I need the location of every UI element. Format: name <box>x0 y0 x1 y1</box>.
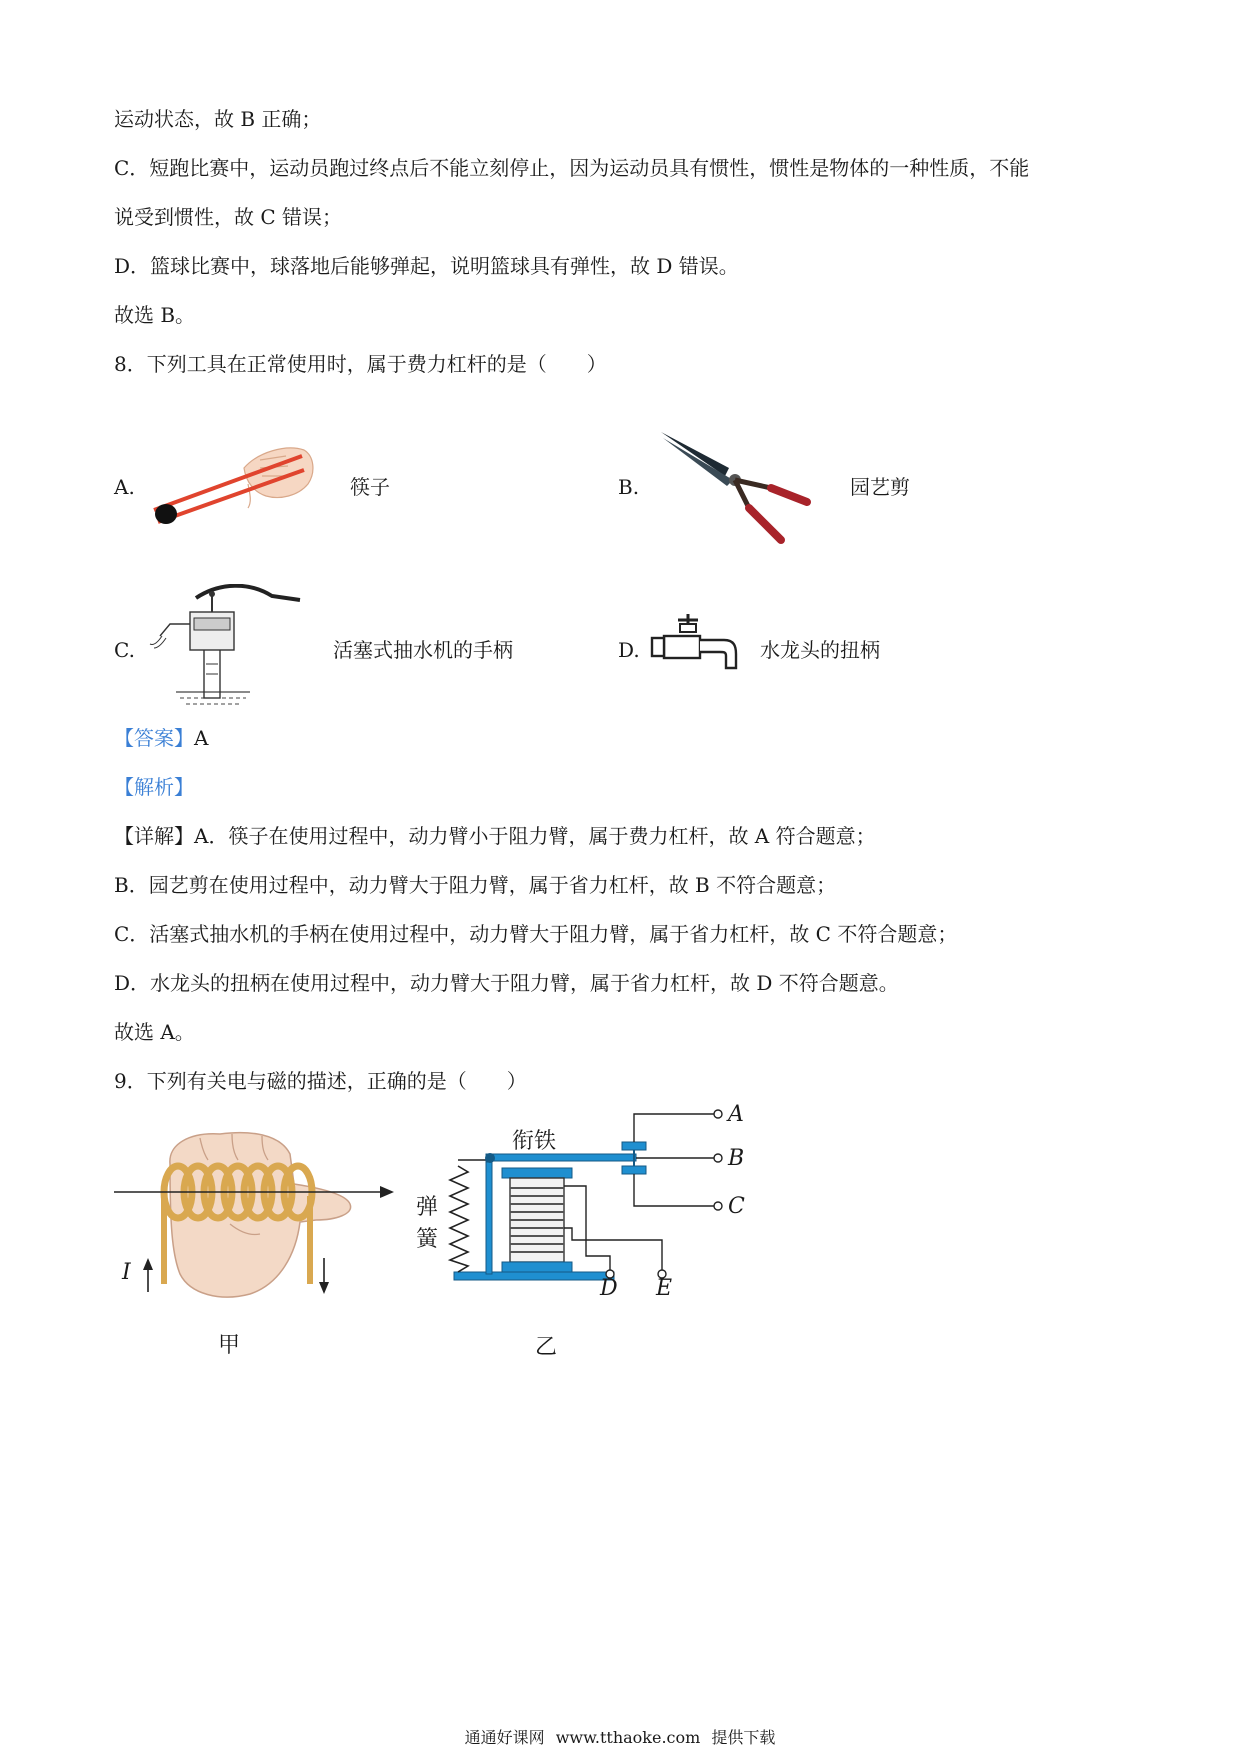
terminal-e-label: E <box>656 1276 673 1301</box>
text-line: 说受到惯性，故 C 错误； <box>114 205 343 229</box>
option-d-letter: D. <box>618 638 640 662</box>
current-label: I <box>122 1260 131 1285</box>
right-hand-coil-icon <box>110 1124 400 1304</box>
answer-line <box>114 725 208 751</box>
option-d-label: 水龙头的扭柄 <box>760 638 880 662</box>
chopsticks-icon <box>148 438 318 532</box>
question-9-stem: 9．下列有关电与磁的描述，正确的是（ ） <box>114 1069 527 1093</box>
text-line: C．短跑比赛中，运动员跑过终点后不能立刻停止，因为运动员具有惯性，惯性是物体的一种性质，不能 <box>114 156 1030 180</box>
footer-note: 提供下载 <box>711 1728 776 1747</box>
option-a-label: 筷子 <box>350 475 390 499</box>
garden-shears-icon <box>655 428 815 546</box>
answer-value: A <box>194 726 209 750</box>
relay-diagram-icon <box>440 1104 760 1304</box>
option-a-letter: A. <box>114 475 135 499</box>
option-b-label: 园艺剪 <box>850 475 910 499</box>
terminal-c-label: C <box>728 1194 745 1219</box>
question-8-stem: 8．下列工具在正常使用时，属于费力杠杆的是（ ） <box>114 352 607 376</box>
text-line: D．篮球比赛中，球落地后能够弹起，说明篮球具有弹性，故 D 错误。 <box>114 254 739 278</box>
option-c-label: 活塞式抽水机的手柄 <box>333 638 513 662</box>
spring-label-2: 簧 <box>416 1227 439 1252</box>
terminal-d-label: D <box>600 1276 618 1301</box>
footer-site-name: 通通好课网 <box>464 1728 545 1747</box>
detail-c: C．活塞式抽水机的手柄在使用过程中，动力臂大于阻力臂，属于省力杠杆，故 C 不符合题意； <box>114 922 958 946</box>
option-c-letter: C. <box>114 638 135 662</box>
conclusion-line: 故选 B。 <box>114 303 196 327</box>
figure-jia-caption: 甲 <box>218 1333 241 1358</box>
armature-label: 衔铁 <box>512 1129 557 1154</box>
figure-yi-caption: 乙 <box>535 1335 558 1360</box>
detail-a: A．筷子在使用过程中，动力臂小于阻力臂，属于费力杠杆，故 A 符合题意； <box>194 824 876 848</box>
faucet-icon <box>650 612 746 684</box>
spring-label-1: 弹 <box>416 1195 439 1220</box>
detail-b: B．园艺剪在使用过程中，动力臂大于阻力臂，属于省力杠杆，故 B 不符合题意； <box>114 873 837 897</box>
page-footer <box>0 1728 1240 1748</box>
detail-line <box>114 823 876 849</box>
detail-d: D．水龙头的扭柄在使用过程中，动力臂大于阻力臂，属于省力杠杆，故 D 不符合题意。 <box>114 971 899 995</box>
terminal-b-label: B <box>728 1146 745 1171</box>
terminal-a-label: A <box>728 1102 744 1127</box>
footer-url[interactable]: www.tthaoke.com <box>555 1728 701 1747</box>
analysis-tag: 【解析】 <box>114 775 194 799</box>
answer-tag: 【答案】 <box>114 726 194 750</box>
piston-pump-icon <box>140 584 312 714</box>
option-b-letter: B. <box>618 475 640 499</box>
text-line: 运动状态，故 B 正确； <box>114 107 322 131</box>
detail-tag: 【详解】 <box>114 824 194 848</box>
conclusion-line: 故选 A。 <box>114 1020 195 1044</box>
